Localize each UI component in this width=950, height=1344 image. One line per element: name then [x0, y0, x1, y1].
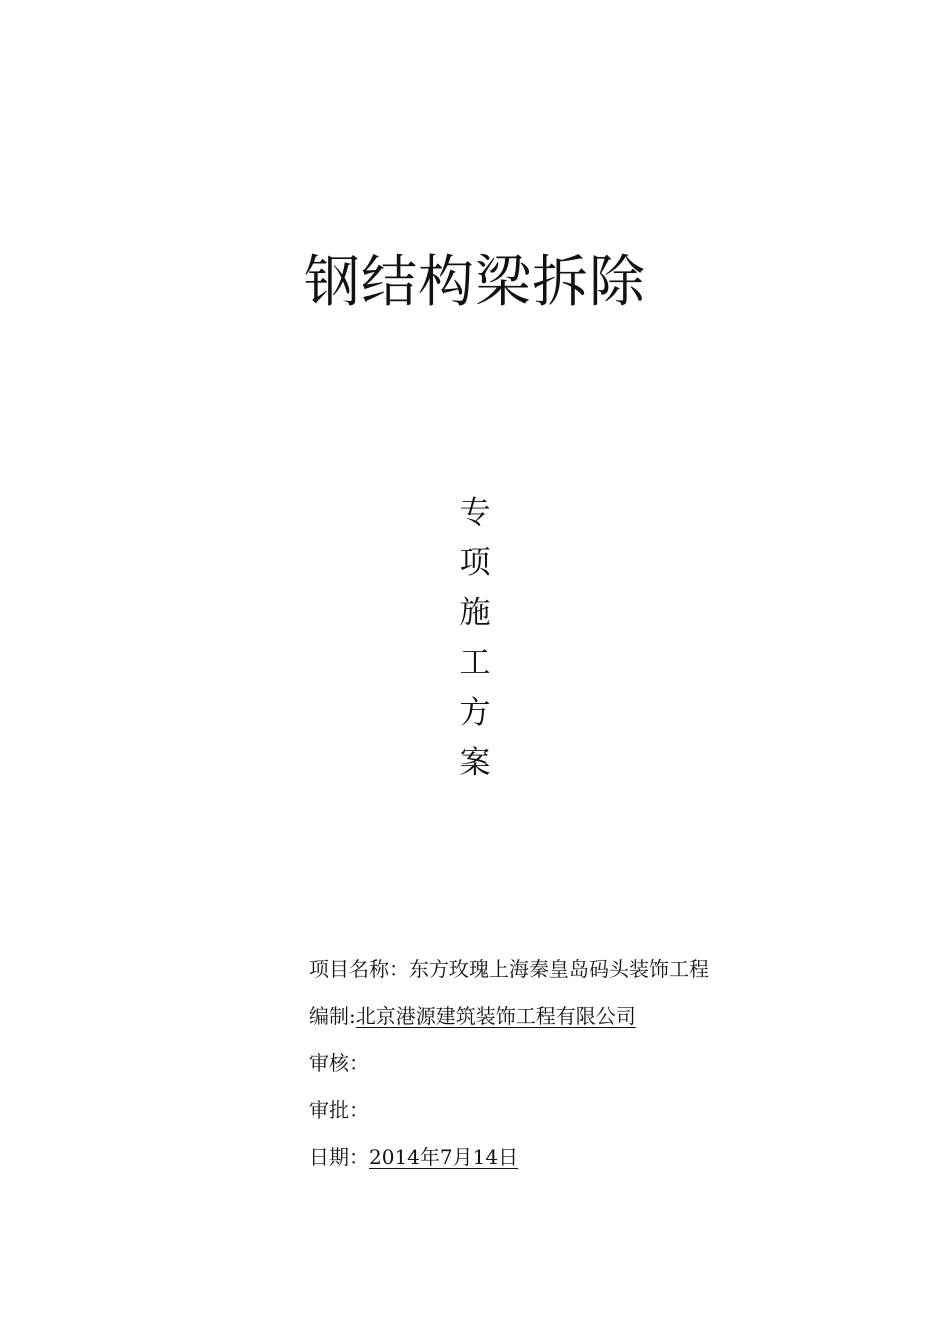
compiled-by-label: 编制:: [309, 1004, 356, 1028]
project-name-value: 东方玫瑰上海秦皇岛码头装饰工程: [409, 957, 709, 981]
approved-by-label: 审批：: [309, 1098, 369, 1122]
subtitle-char: 施: [459, 595, 491, 631]
approved-by-row: [309, 1091, 909, 1138]
subtitle-char: 方: [459, 695, 491, 731]
compiled-by-row: [309, 997, 909, 1044]
document-info-block: [309, 950, 909, 1185]
compiled-by-value: 北京港源建筑装饰工程有限公司: [355, 1004, 636, 1028]
date-label: 日期：: [309, 1145, 369, 1169]
vertical-subtitle: [455, 488, 495, 788]
subtitle-char: 工: [459, 645, 491, 681]
reviewed-by-row: [309, 1044, 909, 1091]
subtitle-char: 项: [459, 545, 491, 581]
project-name-label: 项目名称：: [309, 957, 409, 981]
reviewed-by-label: 审核：: [309, 1051, 369, 1075]
subtitle-char: 专: [459, 495, 491, 531]
subtitle-char: 案: [459, 745, 491, 781]
project-name-row: [309, 950, 909, 997]
document-title: 钢结构梁拆除: [304, 250, 646, 315]
date-value: 2014年7月14日: [369, 1145, 519, 1169]
date-row: [309, 1138, 909, 1185]
